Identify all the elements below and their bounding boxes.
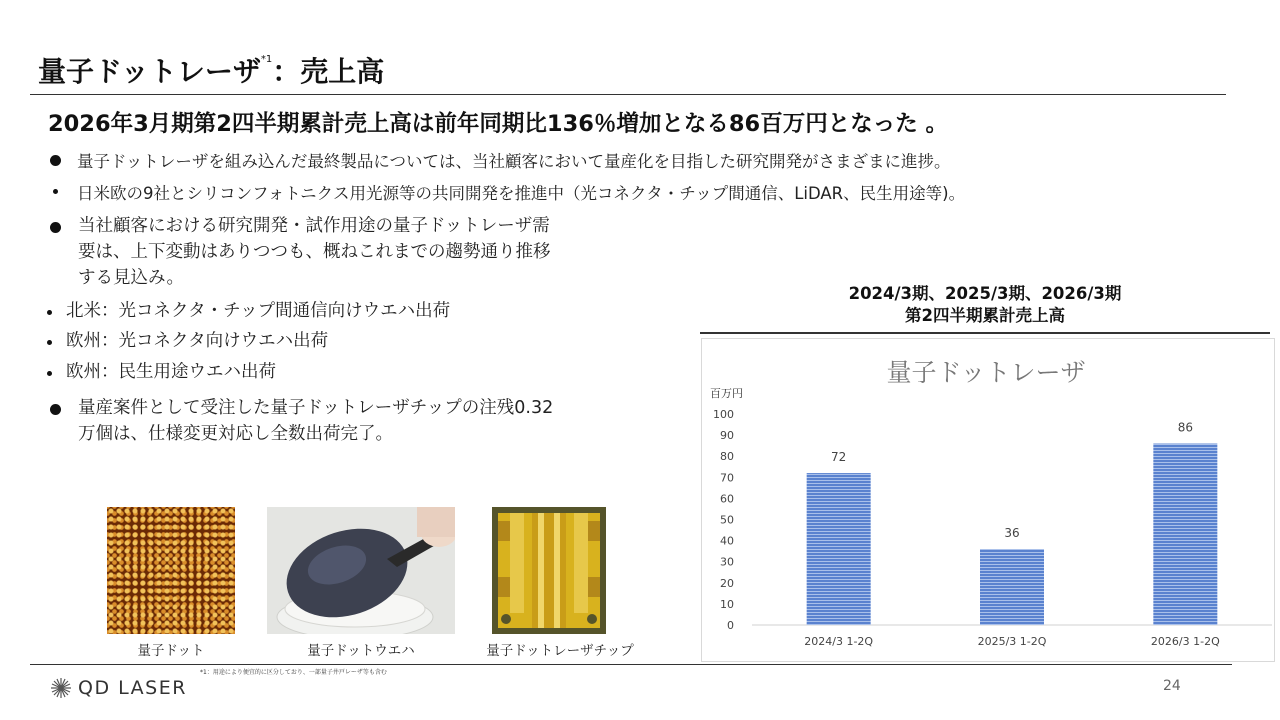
y-tick-label: 30 [720,555,734,569]
y-tick-label: 10 [720,597,734,611]
page-number: 24 [1163,678,1181,694]
x-tick-label: 2025/3 1-2Q [977,635,1047,648]
page-title-suffix: ：売上高 [272,55,385,88]
y-axis-ticks [713,408,734,632]
chip-illustration [492,507,606,634]
paragraph-backlog [78,395,553,447]
paragraph-line: 当社顧客における研究開発・試作用途の量子ドットレーザ需 [78,216,550,236]
sub-bullet-dot [53,189,58,194]
bar-data-label: 86 [1177,420,1193,435]
footnote: *1：用途により便宜的に区分しており、一部量子井戸レーザ等も含む [200,669,387,676]
image-caption: 量子ドット [137,643,205,659]
starburst-icon [50,677,72,699]
wafer-photo [267,507,455,634]
company-logo [50,677,187,699]
x-axis-labels [804,635,1220,648]
y-tick-label: 0 [727,619,734,632]
sub-bullet-dot [47,371,52,376]
sub-item: 北米：光コネクタ・チップ間通信向けウエハ出荷 [66,301,451,321]
chart-frame [701,338,1275,662]
sub-bullet-dot [47,340,52,345]
footer-divider [30,664,1232,665]
bar [1153,444,1217,625]
sub-bullet-dot [47,310,52,315]
paragraph-line: 万個は、仕様変更対応し全数出荷完了。 [78,424,393,444]
y-tick-label: 70 [720,471,734,485]
wafer-illustration [267,507,455,634]
chart-heading-divider [700,332,1270,334]
sub-item: 欧州：民生用途ウエハ出荷 [66,362,276,382]
paragraph-line: する見込み。 [78,268,185,288]
y-tick-label: 60 [720,492,734,506]
x-tick-label: 2024/3 1-2Q [804,635,874,648]
y-tick-label: 20 [720,576,734,590]
paragraph-demand [78,213,551,291]
image-caption: 量子ドットウエハ [307,643,415,659]
page-title [38,50,384,90]
chart-heading-line: 第2四半期累計売上高 [905,306,1065,325]
bar-data-label: 36 [1004,526,1020,541]
page-title-text: 量子ドットレーザ [38,55,261,88]
chart-heading [700,283,1270,327]
y-tick-label: 50 [720,513,734,527]
laser-chip-photo [492,507,606,634]
x-tick-label: 2026/3 1-2Q [1150,635,1220,648]
bar-series [807,421,1218,625]
y-tick-label: 100 [713,408,734,421]
bullet-text: 日米欧の9社とシリコンフォトニクス用光源等の共同開発を推進中（光コネクタ・チップ間通信、LiDAR、民生用途等)。 [77,184,966,203]
bar-data-label: 72 [831,450,847,465]
chart-heading-line: 2024/3期、2025/3期、2026/3期 [848,284,1122,303]
logo-text: QD LASER [78,677,187,699]
y-tick-label: 40 [720,534,734,548]
y-tick-label: 90 [720,429,734,443]
bar [807,473,871,625]
headline: 2026年3月期第2四半期累計売上高は前年同期比136％増加となる86百万円となった 。 [48,111,949,137]
bar [980,549,1044,625]
bullet-text: 量子ドットレーザを組み込んだ最終製品については、当社顧客において量産化を目指した研究開発がさまざまに進捗。 [77,152,951,171]
bullet-dot [50,404,61,415]
bullet-dot [50,222,61,233]
y-tick-label: 80 [720,450,734,464]
bullet-dot [50,155,61,166]
image-caption: 量子ドットレーザチップ [486,643,634,659]
title-footnote-marker: *1 [260,54,273,65]
paragraph-line: 量産案件として受注した量子ドットレーザチップの注残0.32 [78,398,554,418]
y-axis-unit-label: 百万円 [710,387,743,400]
title-divider [30,94,1226,95]
sub-item: 欧州：光コネクタ向けウエハ出荷 [66,331,329,351]
paragraph-line: 要は、上下変動はありつつも、概ねこれまでの趨勢通り推移 [78,242,551,262]
quantum-dot-microscope-image [107,507,235,634]
chart-title: 量子ドットレーザ [886,358,1086,387]
bar-chart [702,339,1274,661]
